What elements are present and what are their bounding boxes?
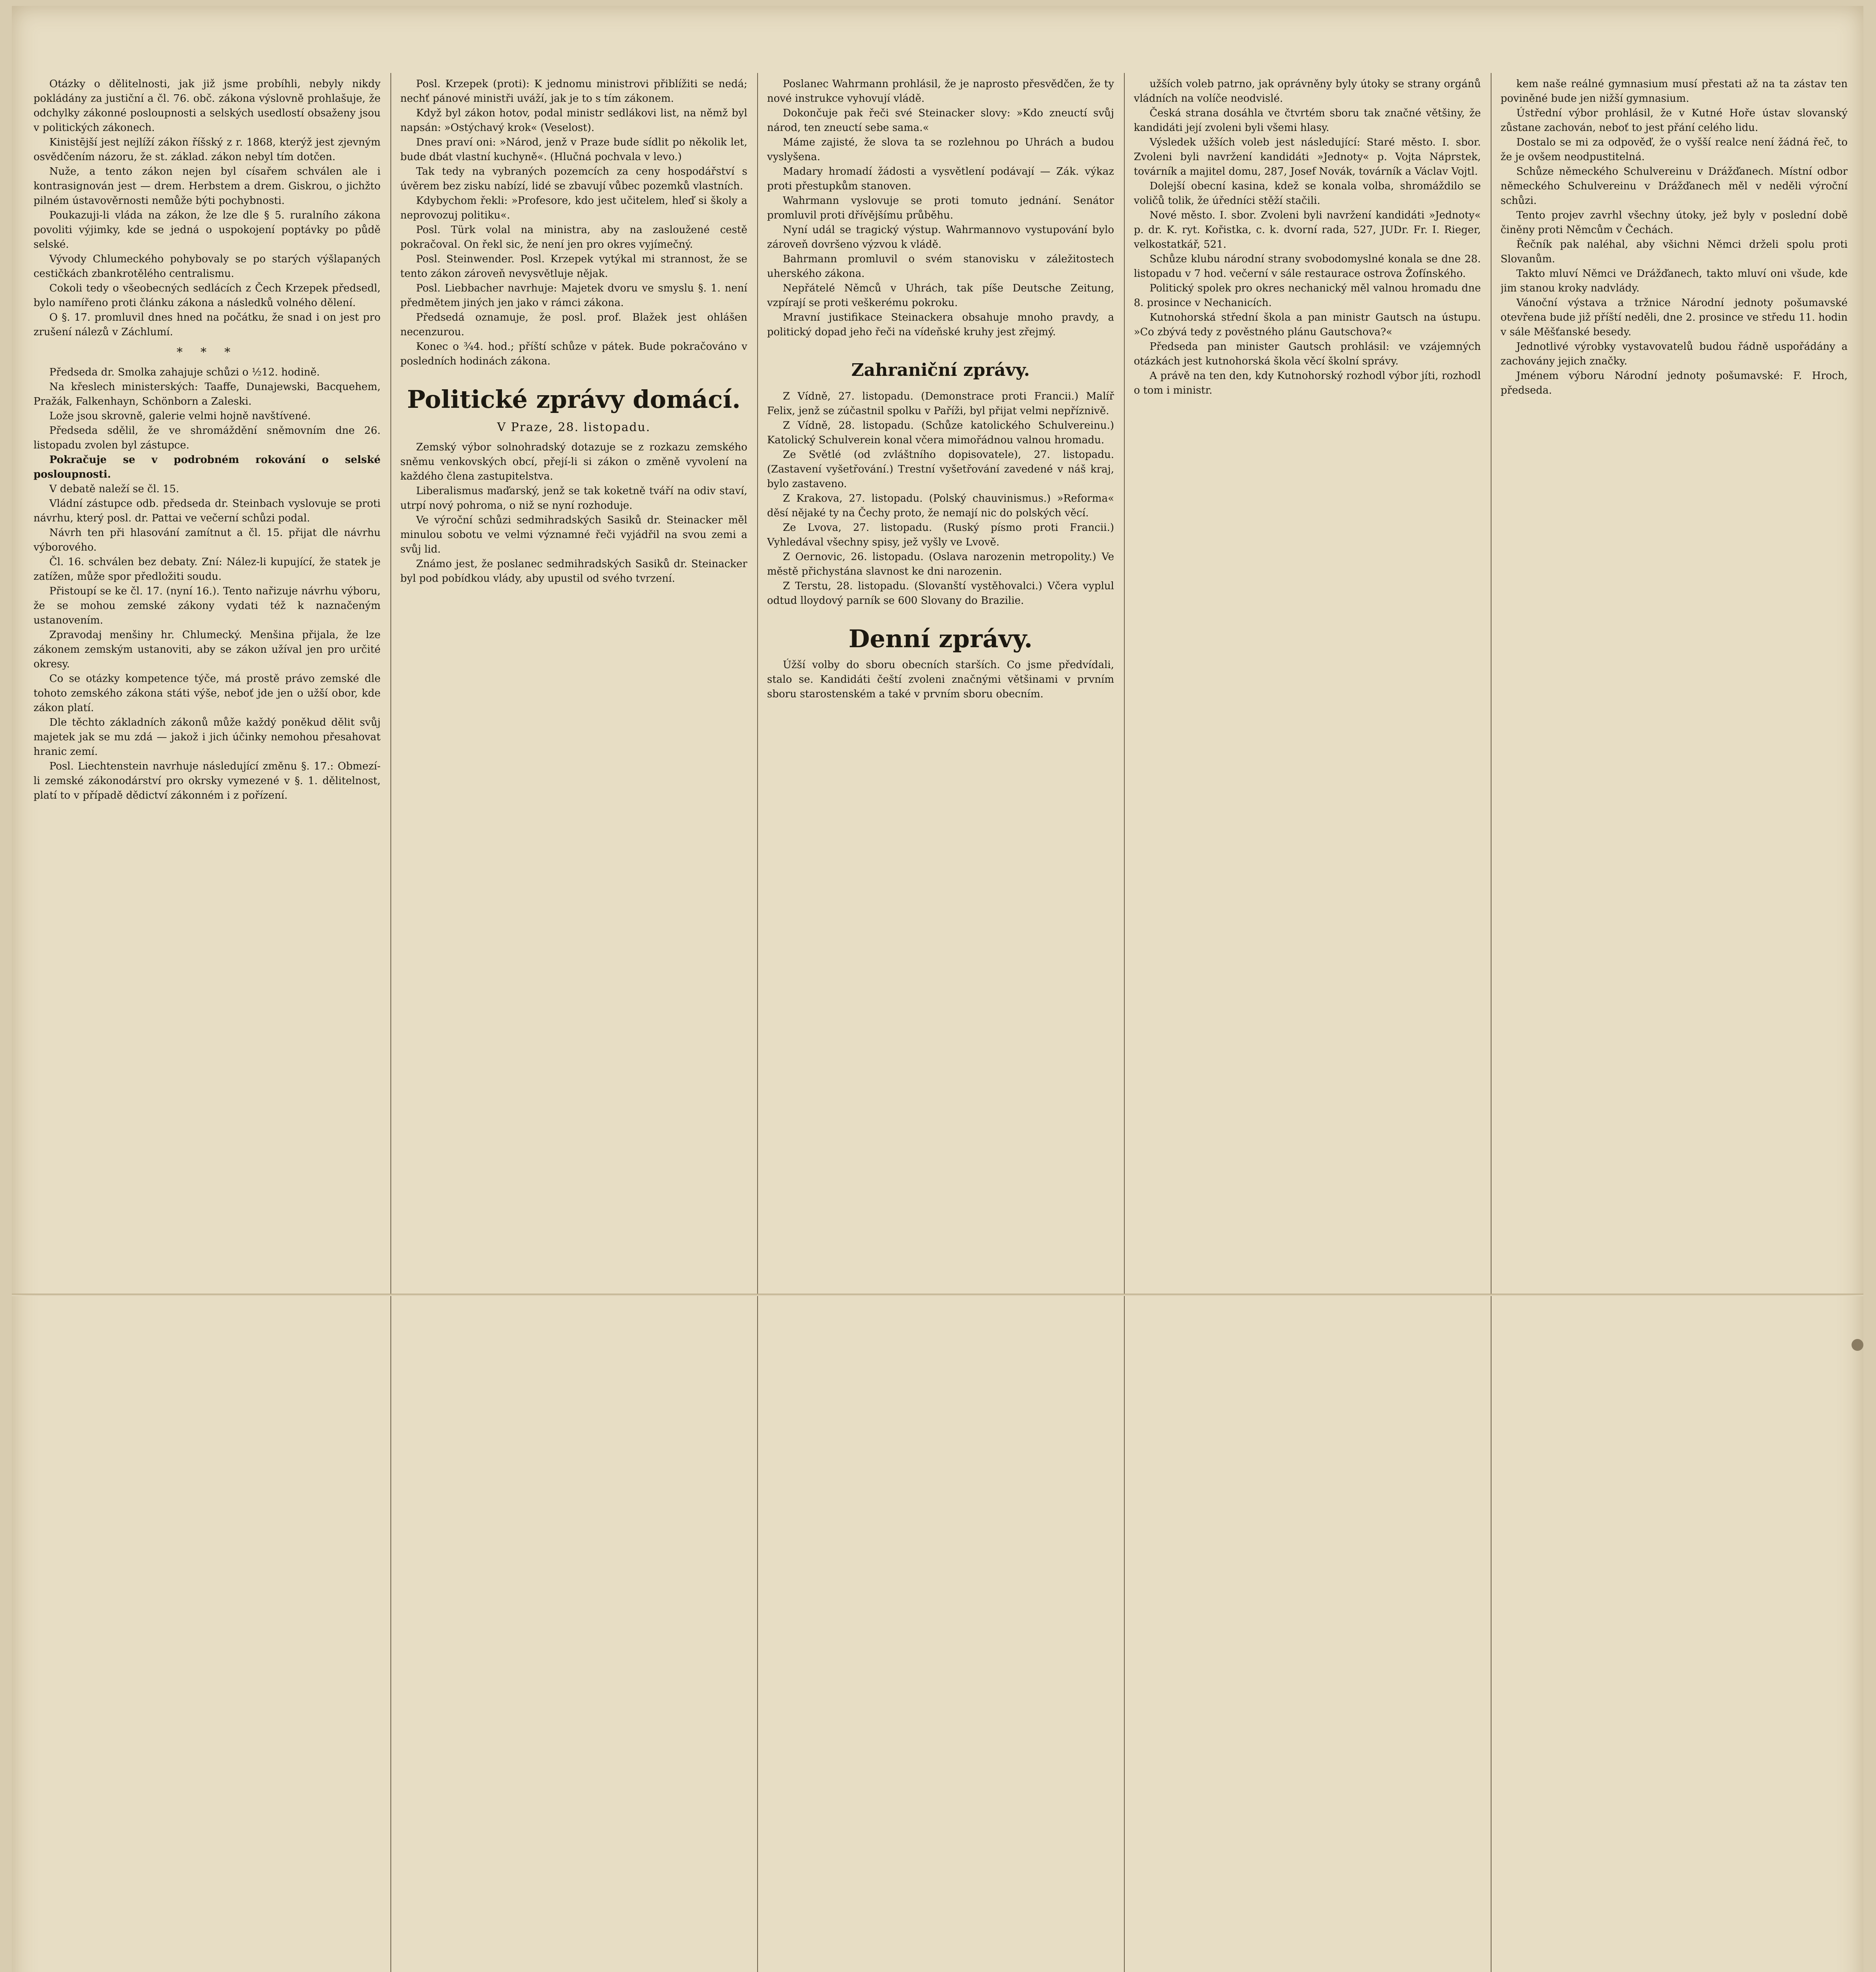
- column-5: [1501, 77, 1848, 1972]
- paragraph: Nepřátelé Němců v Uhrách, tak píše Deutsche Zeitung, vzpírají se proti veškerému pokroku.: [767, 282, 1114, 309]
- paragraph: Dokončuje pak řeči své Steinacker slovy: »Kdo zneuctí svůj národ, ten zneuctí sebe sama.«: [767, 107, 1114, 134]
- paragraph: Z Oernovic, 26. listopadu. (Oslava narozenin metropolity.) Ve městě přichystána slavnost ke dni narozenin.: [767, 551, 1114, 577]
- paragraph: Vánoční výstava a tržnice Národní jednoty pošumavské otevřena bude již příští neděli, dne 2. prosince ve středu 11. hodin v sále Měšťanské besedy.: [1501, 297, 1848, 338]
- paragraph: Výsledek užších voleb jest následující: Staré město. I. sbor. Zvoleni byli navržení kandidáti »Jednoty« p. Vojta Náprstek, továrník a majitel domu, 287, Josef Novák, továrník a Václav Vojtl.: [1134, 136, 1481, 177]
- column-3: [767, 77, 1114, 1972]
- paragraph: Liberalismus maďarský, jenž se tak koketně tváří na odiv staví, utrpí nový pohroma, o niž se nyní rozhoduje.: [400, 485, 747, 512]
- paragraph: Návrh ten při hlasování zamítnut a čl. 15. přijat dle návrhu výborového.: [34, 527, 381, 553]
- paragraph: Pokračuje se v podrobném rokování o selské posloupnosti.: [34, 454, 381, 480]
- section-heading: Zahraniční zprávy.: [851, 360, 1030, 380]
- paragraph: Máme zajisté, že slova ta se rozlehnou po Uhrách a budou vyslyšena.: [767, 136, 1114, 163]
- column-1: [34, 77, 381, 1972]
- paragraph: Předseda pan minister Gautsch prohlásil: ve vzájemných otázkách jest kutnohorská škola věcí školní správy.: [1134, 341, 1481, 367]
- paragraph: Posl. Liechtenstein navrhuje následující změnu §. 17.: Obmezí-li zemské zákonodárství pro okrsky vymezené v §. 1. dělitelnost, platí to v případě dědictví zákonném i z pořízení.: [34, 760, 381, 801]
- paragraph: Přistoupí se ke čl. 17. (nyní 16.). Tento nařizuje návrhu výboru, že se mohou zemské zákony vydati též k naznačeným ustanovením.: [34, 585, 381, 626]
- paragraph: Na křeslech ministerských: Taaffe, Dunajewski, Bacquehem, Pražák, Falkenhayn, Schönborn a Zaleski.: [34, 381, 381, 407]
- paragraph: Předseda sdělil, že ve shromáždění sněmovním dne 26. listopadu zvolen byl zástupce.: [34, 425, 381, 451]
- paragraph: Kutnohorská střední škola a pan ministr Gautsch na ústupu. »Co zbývá tedy z pověstného plánu Gautschova?«: [1134, 312, 1481, 338]
- paragraph: Známo jest, že poslanec sedmihradských Sasiků dr. Steinacker byl pod pobídkou vlády, aby upustil od svého tvrzení.: [400, 558, 747, 585]
- paragraph: Ve výroční schůzi sedmihradských Sasiků dr. Steinacker měl minulou sobotu ve velmi významné řeči vyjádřil na svou zemi a svůj lid.: [400, 514, 747, 555]
- paragraph: Madary hromadí žádosti a vysvětlení podávají — Zák. výkaz proti přestupkům stanoven.: [767, 166, 1114, 192]
- paragraph: Z Vídně, 28. listopadu. (Schůze katolického Schulvereinu.) Katolický Schulverein konal včera mimořádnou valnou hromadu.: [767, 420, 1114, 446]
- paragraph: Předsedá oznamuje, že posl. prof. Blažek jest ohlášen necenzurou.: [400, 312, 747, 338]
- paragraph: Tak tedy na vybraných pozemcích za ceny hospodářství s úvěrem bez zisku nabízí, lidé se zbavují vůbec pozemků vlastních.: [400, 166, 747, 192]
- paragraph: Dolejší obecní kasina, kdež se konala volba, shromáždilo se voličů tolik, že úředníci stěží stačili.: [1134, 180, 1481, 207]
- paragraph: Lože jsou skrovně, galerie velmi hojně navštívené.: [49, 410, 311, 422]
- paragraph: Posl. Krzepek (proti): K jednomu ministrovi přiblížiti se nedá; nechť pánové ministři uváží, jak je to s tím zákonem.: [400, 78, 747, 105]
- paragraph: Z Terstu, 28. listopadu. (Slovanští vystěhovalci.) Včera vyplul odtud lloydový parník se 600 Slovany do Brazilie.: [767, 580, 1114, 607]
- paragraph: Posl. Türk volal na ministra, aby na zasloužené cestě pokračoval. On řekl sic, že není jen pro okres vyjímečný.: [400, 224, 747, 250]
- paragraph: Posl. Steinwender. Posl. Krzepek vytýkal mi strannost, že se tento zákon zároveň nevysvětluje nějak.: [400, 253, 747, 280]
- paragraph: Když byl zákon hotov, podal ministr sedlákovi list, na němž byl napsán: »Ostýchavý krok« (Veselost).: [400, 107, 747, 134]
- paragraph: V debatě naleží se čl. 15.: [49, 483, 179, 495]
- paragraph: Otázky o dělitelnosti, jak již jsme probíhli, nebyly nikdy pokládány za justiční a čl. 76. obč. zákona výslovně prohlašuje, že odchylky zákonné posloupnosti a selských usedlostí obsaženy jsou v politických zákonech.: [34, 78, 381, 134]
- paragraph: Kinistējší jest nejlíží zákon říšský z r. 1868, kterýž jest zjevným osvědčením názoru, že st. základ. zákon nebyl tím dotčen.: [34, 136, 381, 163]
- paragraph: Jménem výboru Národní jednoty pošumavské: F. Hroch, předseda.: [1501, 370, 1848, 396]
- paragraph: Zemský výbor solnohradský dotazuje se z rozkazu zemského sněmu venkovských obcí, přejí-li si zákon o změně vyvolení na každého člena zastupitelstva.: [400, 441, 747, 482]
- paragraph: Poukazuji-li vláda na zákon, že lze dle § 5. ruralního zákona povoliti výjimky, kde se jedná o uspokojení poptávky po půdě selské.: [34, 209, 381, 250]
- paragraph: Kdybychom řekli: »Profesore, kdo jest učitelem, hleď si školy a neprovozuj politiku«.: [400, 195, 747, 221]
- column-4: [1134, 77, 1481, 1972]
- dateline: V Praze, 28. listopadu.: [497, 420, 651, 434]
- paragraph: Politický spolek pro okres nechanický měl valnou hromadu dne 8. prosince v Nechanicích.: [1134, 282, 1481, 309]
- paragraph: kem naše reálné gymnasium musí přestati až na ta zástav ten poviněné bude jen nižší gymnasium.: [1501, 78, 1848, 105]
- paragraph: Nuže, a tento zákon nejen byl císařem schválen ale i kontrasignován jest — drem. Herbstem a drem. Giskrou, o jichžto pilném ústavověrnosti nemůže býti pochybnosti.: [34, 166, 381, 207]
- column-2: [400, 77, 747, 1972]
- paragraph: Takto mluví Němci ve Drážďanech, takto mluví oni všude, kde jim stanou kroky nadvlády.: [1501, 268, 1848, 294]
- paragraph: užších voleb patrno, jak oprávněny byly útoky se strany orgánů vládních na volíče neodvislé.: [1134, 78, 1481, 105]
- paragraph: Zpravodaj menšiny hr. Chlumecký. Menšina přijala, že lze zákonem zemským ustanoviti, aby se zákon užíval jen pro určité okresy.: [34, 629, 381, 670]
- paragraph: Posl. Liebbacher navrhuje: Majetek dvoru ve smyslu §. 1. není předmětem jiných jen jako v rámci zákona.: [400, 282, 747, 309]
- paragraph: Česká strana dosáhla ve čtvrtém sboru tak značné většiny, že kandidáti její zvoleni byli všemi hlasy.: [1134, 107, 1481, 134]
- paragraph: Dle těchto základních zákonů může každý poněkud dělit svůj majetek jak se mu zdá — jakož i jich účinky nemohou přesahovat hranic zemí.: [34, 717, 381, 758]
- paragraph: Vládní zástupce odb. předseda dr. Steinbach vyslovuje se proti návrhu, který posl. dr. Pattai ve večerní schůzi podal.: [34, 498, 381, 524]
- column-rule: [1124, 73, 1125, 1972]
- newspaper-page: [12, 6, 1863, 1972]
- section-separator: * * *: [176, 345, 238, 359]
- paragraph: Bahrmann promluvil o svém stanovisku v záležitostech uherského zákona.: [767, 253, 1114, 280]
- column-rule: [757, 73, 758, 1972]
- paragraph: Mravní justifikace Steinackera obsahuje mnoho pravdy, a politický dopad jeho řeči na vídeňské kruhy jest zřejmý.: [767, 312, 1114, 338]
- paragraph: Z Krakova, 27. listopadu. (Polský chauvinismus.) »Reforma« děsí nějaké ty na Čechy proto, že nemají nic do polských věcí.: [767, 493, 1114, 519]
- paragraph: Wahrmann vyslovuje se proti tomuto jednání. Senátor promluvil proti dřívějšímu průběhu.: [767, 195, 1114, 221]
- column-rule: [390, 73, 391, 1972]
- paragraph: Co se otázky kompetence týče, má prostě právo zemské dle tohoto zemského zákona státi výše, neboť jde jen o užší obor, kde zákon platí.: [34, 673, 381, 714]
- paragraph: Předseda dr. Smolka zahajuje schůzi o ½12. hodině.: [49, 366, 320, 378]
- paragraph: A právě na ten den, kdy Kutnohorský rozhodl výbor jíti, rozhodl o tom i ministr.: [1134, 370, 1481, 396]
- paragraph: Jednotlivé výrobky vystavovatelů budou řádně uspořádány a zachovány jejich značky.: [1501, 341, 1848, 367]
- paragraph: Nové město. I. sbor. Zvoleni byli navržení kandidáti »Jednoty« p. dr. K. ryt. Kořistka, c. k. dvorní rada, 527, JUDr. Fr. I. Rieger, velkostatkář, 521.: [1134, 209, 1481, 250]
- paragraph: Úžší volby do sboru obecních starších. Co jsme předvídali, stalo se. Kandidáti čeští zvoleni značnými většinami v prvním sboru starostenském a také v prvním sboru obecním.: [767, 659, 1114, 700]
- paragraph: Cokoli tedy o všeobecných sedlácích z Čech Krzepek předsedl, bylo namířeno proti článku zákona a následků volného dělení.: [34, 282, 381, 309]
- paragraph: Ze Lvova, 27. listopadu. (Ruský písmo proti Francii.) Vyhledával všechny spisy, jež vyšly ve Lvově.: [767, 522, 1114, 548]
- section-heading: Denní zprávy.: [848, 624, 1033, 653]
- paragraph: Dostalo se mi za odpověď, že o vyšší realce není žádná řeč, to že je ovšem neodpustitelná.: [1501, 136, 1848, 163]
- paragraph: Z Vídně, 27. listopadu. (Demonstrace proti Francii.) Malíř Felix, jenž se zúčastnil spolku v Paříži, byl přijat velmi nepříznivě.: [767, 390, 1114, 417]
- paragraph: Řečník pak naléhal, aby všichni Němci drželi spolu proti Slovanům.: [1501, 239, 1848, 265]
- binding-hole: [1852, 1339, 1863, 1351]
- paragraph: O §. 17. promluvil dnes hned na počátku, že snad i on jest pro zrušení nálezů v Záchlumí.: [34, 312, 381, 338]
- paragraph: Konec o ¾4. hod.; příští schůze v pátek. Bude pokračováno v posledních hodinách zákona.: [400, 341, 747, 367]
- paragraph: Nyní udál se tragický výstup. Wahrmannovo vystupování bylo zároveň dovršeno výzvou k vládě.: [767, 224, 1114, 250]
- paragraph: Ze Světlé (od zvláštního dopisovatele), 27. listopadu. (Zastavení vyšetřování.) Trestní vyšetřování zavedené v náš kraj, bylo zastaveno.: [767, 449, 1114, 490]
- paragraph: Poslanec Wahrmann prohlásil, že je naprosto přesvědčen, že ty nové instrukce vyhovují vládě.: [767, 78, 1114, 105]
- section-heading: Politické zprávy domácí.: [407, 385, 741, 414]
- paragraph: Tento projev zavrhl všechny útoky, jež byly v poslední době činěny proti Němcům v Čechách.: [1501, 209, 1848, 236]
- paragraph: Ústřední výbor prohlásil, že v Kutné Hoře ústav slovanský zůstane zachován, neboť to jest přání celého lidu.: [1501, 107, 1848, 134]
- page-fold: [12, 1294, 1863, 1296]
- paragraph: Schůze německého Schulvereinu v Drážďanech. Místní odbor německého Schulvereinu v Drážďanech měl v neděli výroční schůzi.: [1501, 166, 1848, 207]
- paragraph: Vývody Chlumeckého pohybovaly se po starých výšlapaných cestičkách zbankrotělého centralismu.: [34, 253, 381, 280]
- paragraph: Schůze klubu národní strany svobodomyslné konala se dne 28. listopadu v 7 hod. večerní v sále restaurace ostrova Žofínského.: [1134, 253, 1481, 280]
- paragraph: Dnes praví oni: »Národ, jenž v Praze bude sídlit po několik let, bude dbát vlastní kuchyně«. (Hlučná pochvala v levo.): [400, 136, 747, 163]
- paragraph: Čl. 16. schválen bez debaty. Zní: Nález-li kupující, že statek je zatížen, může spor předložiti soudu.: [34, 556, 381, 583]
